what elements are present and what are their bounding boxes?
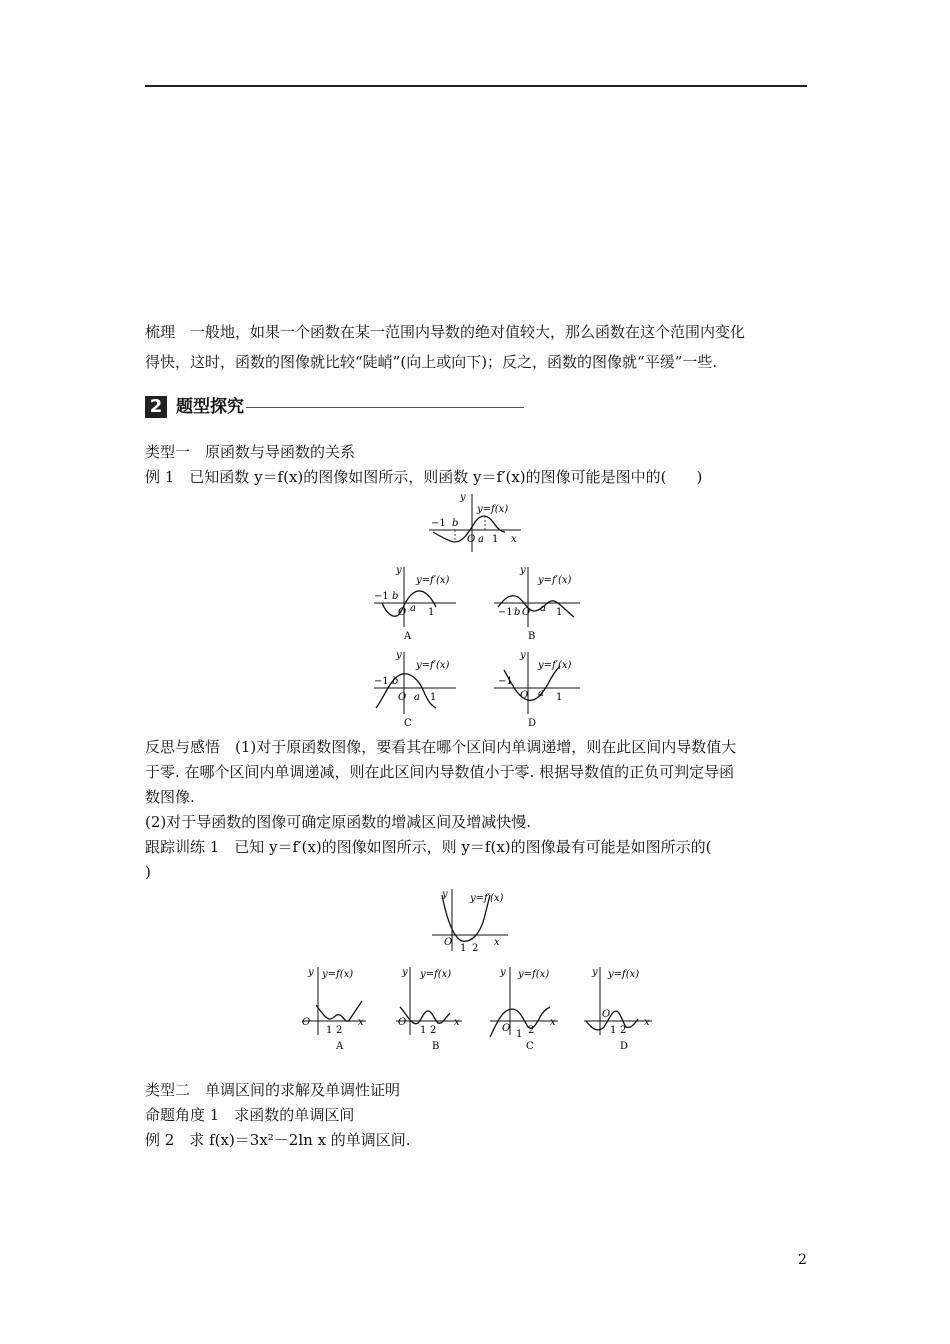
option-c-curve-label: y=f′(x) bbox=[416, 660, 450, 671]
option-c-a: a bbox=[414, 692, 420, 703]
fig2-a-o: O bbox=[302, 1017, 311, 1028]
fig2-two-label: 2 bbox=[472, 943, 479, 954]
fig1-option-b bbox=[490, 563, 585, 643]
option-a-a: a bbox=[410, 603, 416, 614]
option-b-a: a bbox=[540, 603, 546, 614]
fig2-d-one: 1 bbox=[610, 1025, 617, 1036]
option-a-y-label: y bbox=[396, 565, 402, 576]
fig2-d-o: O bbox=[602, 1009, 611, 1020]
option-b-o: O bbox=[522, 607, 531, 618]
option-d-curve-label: y=f′(x) bbox=[538, 660, 572, 671]
fig1-main-graph bbox=[425, 490, 535, 556]
fig2-y-label: y bbox=[442, 889, 448, 900]
option-b-one: 1 bbox=[556, 607, 563, 618]
training1-line-2: ) bbox=[145, 863, 151, 881]
type2-heading: 类型二 单调区间的求解及单调性证明 bbox=[145, 1081, 401, 1099]
fig1-main-curve-label: y=f(x) bbox=[477, 504, 509, 515]
fig2-option-d bbox=[580, 963, 656, 1053]
option-b-letter: B bbox=[528, 631, 536, 642]
fig2-option-d-letter: D bbox=[620, 1041, 629, 1052]
fig1-option-c bbox=[370, 648, 460, 730]
fig2-c-y: y bbox=[500, 967, 506, 978]
option-d-y-label: y bbox=[520, 650, 526, 661]
option-c-b: b bbox=[392, 676, 399, 687]
fig2-a-y: y bbox=[308, 967, 314, 978]
fig2-b-o: O bbox=[398, 1017, 407, 1028]
angle1-heading: 命题角度 1 求函数的单调区间 bbox=[145, 1106, 355, 1124]
summary-line-1: 梳理 一般地，如果一个函数在某一范围内导数的绝对值较大，那么函数在这个范围内变化 bbox=[145, 323, 746, 341]
fig1-one-label: 1 bbox=[492, 534, 499, 545]
option-c-o: O bbox=[398, 692, 407, 703]
option-c-one: 1 bbox=[430, 692, 437, 703]
fig2-c-o: O bbox=[502, 1023, 511, 1034]
option-c-neg1: −1 bbox=[374, 676, 389, 687]
fig2-main-graph bbox=[428, 885, 518, 955]
fig2-main-curve-label: y=f′(x) bbox=[470, 893, 504, 904]
fig2-c-curve-label: y=f(x) bbox=[518, 969, 550, 980]
fig2-option-a-letter: A bbox=[336, 1041, 344, 1052]
fig2-one-label: 1 bbox=[460, 943, 467, 954]
fig2-option-a bbox=[298, 963, 370, 1053]
option-d-o: O bbox=[520, 690, 529, 701]
fig2-option-c-letter: C bbox=[526, 1041, 534, 1052]
fig2-b-two: 2 bbox=[430, 1025, 437, 1036]
fig2-option-b bbox=[392, 963, 466, 1053]
reflection-line-1: 反思与感悟 (1)对于原函数图像，要看其在哪个区间内单调递增，则在此区间内导数值大 bbox=[145, 738, 737, 756]
option-c-letter: C bbox=[404, 718, 412, 729]
option-d-neg1: −1 bbox=[498, 676, 513, 687]
fig2-a-x: x bbox=[358, 1017, 364, 1028]
fig1-option-d bbox=[490, 648, 585, 730]
fig1-y-label: y bbox=[460, 492, 466, 503]
reflection-line-4: (2)对于导函数的图像可确定原函数的增减区间及增减快慢. bbox=[145, 813, 532, 831]
type1-heading: 类型一 原函数与导函数的关系 bbox=[145, 443, 356, 461]
section-number-badge: 2 bbox=[145, 396, 167, 418]
fig2-c-two: 2 bbox=[528, 1025, 535, 1036]
fig1-x-label: x bbox=[511, 534, 517, 545]
example2-text: 例 2 求 f(x)＝3x²－2ln x 的单调区间. bbox=[145, 1131, 411, 1149]
fig2-b-one: 1 bbox=[420, 1025, 427, 1036]
fig2-b-x: x bbox=[454, 1017, 460, 1028]
fig2-x-label: x bbox=[494, 937, 500, 948]
fig2-c-one: 1 bbox=[516, 1029, 523, 1040]
fig1-option-a bbox=[370, 563, 460, 643]
fig2-a-one: 1 bbox=[326, 1025, 333, 1036]
fig2-d-curve-label: y=f(x) bbox=[608, 969, 640, 980]
fig2-b-y: y bbox=[402, 967, 408, 978]
header-rule bbox=[145, 85, 807, 87]
option-b-neg1: −1 bbox=[498, 607, 513, 618]
fig2-option-b-letter: B bbox=[432, 1041, 440, 1052]
fig1-a-label: a bbox=[478, 534, 484, 545]
option-a-letter: A bbox=[404, 631, 412, 642]
option-b-y-label: y bbox=[520, 565, 526, 576]
fig2-a-two: 2 bbox=[336, 1025, 343, 1036]
fig2-b-curve-label: y=f(x) bbox=[420, 969, 452, 980]
option-a-neg1: −1 bbox=[374, 591, 389, 602]
fig2-option-c bbox=[486, 963, 562, 1053]
reflection-line-2: 于零. 在哪个区间内单调递减，则在此区间内导数值小于零. 根据导数值的正负可判定导函 bbox=[145, 763, 735, 781]
reflection-line-3: 数图像. bbox=[145, 788, 195, 806]
fig2-c-x: x bbox=[550, 1017, 556, 1028]
option-a-one: 1 bbox=[428, 607, 435, 618]
section-divider bbox=[246, 407, 524, 408]
section-title: 题型探究 bbox=[176, 397, 244, 417]
fig2-origin-label: O bbox=[444, 937, 453, 948]
example1-text: 例 1 已知函数 y＝f(x)的图像如图所示，则函数 y＝f′(x)的图像可能是图中的( ) bbox=[145, 468, 703, 486]
fig1-neg1-label: −1 bbox=[431, 518, 446, 529]
option-a-o: O bbox=[398, 607, 407, 618]
fig2-d-two: 2 bbox=[620, 1025, 627, 1036]
option-d-a: a bbox=[538, 688, 544, 699]
fig2-d-y: y bbox=[592, 967, 598, 978]
option-b-curve-label: y=f′(x) bbox=[538, 575, 572, 586]
option-a-b: b bbox=[392, 591, 399, 602]
option-b-b: b bbox=[514, 607, 521, 618]
option-d-letter: D bbox=[528, 718, 537, 729]
fig2-d-x: x bbox=[644, 1017, 650, 1028]
fig1-origin-label: O bbox=[467, 534, 476, 545]
fig1-b-label: b bbox=[452, 518, 459, 529]
page-number: 2 bbox=[798, 1252, 807, 1268]
training1-line-1: 跟踪训练 1 已知 y＝f′(x)的图像如图所示，则 y＝f(x)的图像最有可能是如图所示的( bbox=[145, 838, 712, 856]
option-c-y-label: y bbox=[396, 650, 402, 661]
option-a-curve-label: y=f′(x) bbox=[416, 575, 450, 586]
summary-line-2: 得快，这时，函数的图像就比较“陡峭”(向上或向下)；反之，函数的图像就“平缓”一些. bbox=[145, 353, 718, 371]
option-d-one: 1 bbox=[556, 692, 563, 703]
fig2-a-curve-label: y=f(x) bbox=[322, 969, 354, 980]
